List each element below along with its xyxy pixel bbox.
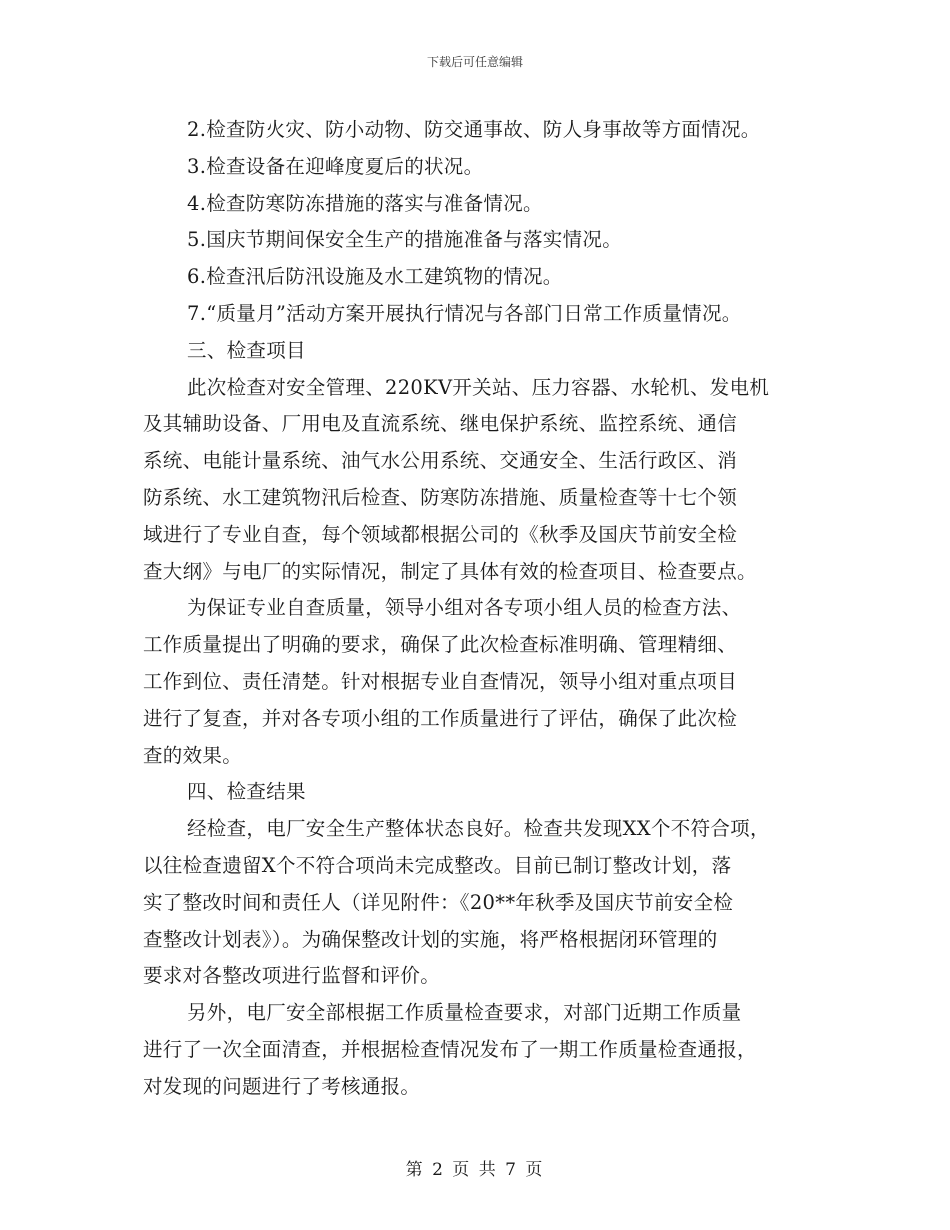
- text-line: 三、检查项目: [187, 338, 306, 362]
- text-line: 及其辅助设备、厂用电及直流系统、继电保护系统、监控系统、通信: [143, 412, 738, 436]
- text-line: 进行了复查，并对各专项小组的工作质量进行了评估，确保了此次检: [143, 706, 738, 730]
- text-line: 查的效果。: [143, 743, 243, 767]
- text-line: 2.检查防火灾、防小动物、防交通事故、防人身事故等方面情况。: [187, 118, 761, 141]
- text-line: 要求对各整改项进行监督和评价。: [143, 964, 441, 988]
- text-line: 实了整改时间和责任人（详见附件：《20**年秋季及国庆节前安全检: [143, 890, 734, 914]
- text-line: 6.检查汛后防汛设施及水工建筑物的情况。: [187, 265, 563, 289]
- text-line: 5.国庆节期间保安全生产的措施准备与落实情况。: [187, 228, 623, 252]
- text-line: 为保证专业自查质量，领导小组对各专项小组人员的检查方法、: [187, 596, 742, 620]
- text-line: 工作到位、责任清楚。针对根据专业自查情况，领导小组对重点项目: [143, 669, 738, 693]
- page-header: 下载后可任意编辑: [426, 55, 523, 69]
- text-line: 此次检查对安全管理、220KV开关站、压力容器、水轮机、发电机: [187, 375, 770, 399]
- document-body: [143, 112, 815, 1106]
- text-line: 经检查，电厂安全生产整体状态良好。检查共发现XX个不符合项，: [187, 817, 770, 841]
- text-line: 进行了一次全面清查，并根据检查情况发布了一期工作质量检查通报，: [143, 1037, 757, 1061]
- text-line: 3.检查设备在迎峰度夏后的状况。: [187, 154, 484, 178]
- text-line: 防系统、水工建筑物汛后检查、防寒防冻措施、质量检查等十七个领: [143, 485, 738, 509]
- text-line: 另外，电厂安全部根据工作质量检查要求，对部门近期工作质量: [187, 1001, 742, 1025]
- text-line: 系统、电能计量系统、油气水公用系统、交通安全、生活行政区、消: [143, 449, 738, 473]
- text-line: 4.检查防寒防冻措施的落实与准备情况。: [187, 191, 543, 215]
- text-line: 域进行了专业自查，每个领域都根据公司的《秋季及国庆节前安全检: [143, 522, 738, 546]
- text-line: 7.“质量月”活动方案开展执行情况与各部门日常工作质量情况。: [187, 301, 742, 325]
- text-line: 以往检查遗留X个不符合项尚未完成整改。目前已制订整改计划，落: [143, 853, 732, 877]
- text-line: 工作质量提出了明确的要求，确保了此次检查标准明确、管理精细、: [143, 633, 738, 657]
- text-line: 查大纲》与电厂的实际情况，制定了具体有效的检查项目、检查要点。: [143, 559, 757, 583]
- page-footer: 第 2 页 共 7 页: [405, 1160, 545, 1180]
- text-line: 对发现的问题进行了考核通报。: [143, 1074, 421, 1098]
- text-line: 四、检查结果: [187, 780, 306, 804]
- text-line: 查整改计划表》）。为确保整改计划的实施，将严格根据闭环管理的: [143, 927, 718, 951]
